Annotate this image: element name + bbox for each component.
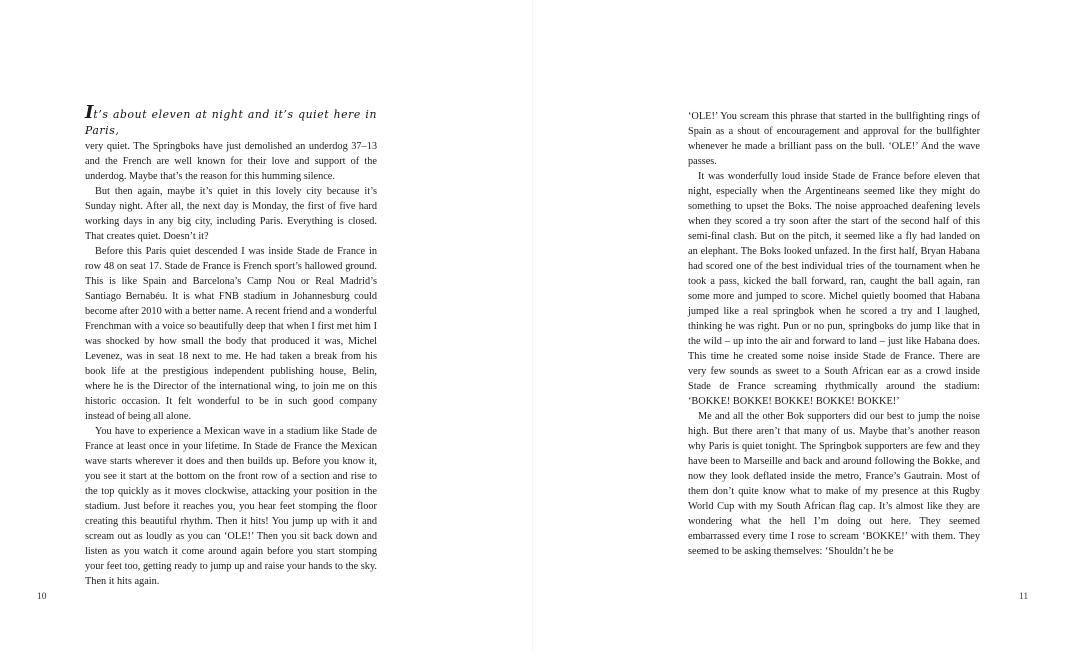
paragraph: Me and all the other Bok supporters did our best to jump the noise high. But there aren’t that many of us. Maybe that’s another reason why Paris is quiet tonight. The Springbok supporters are few and they have been to Marseille and back and around following the Bokke, and now they look deflated inside the metro, France’s Gautrain. Most of them don’t quite know what to make of my presence at this Rugby World Cup with my South African flag cap. It’s almost like they are wondering what the hell I’m doing out here. They seemed embarrassed every time I rose to scream ‘BOKKE!’ with them. They seemed to be asking themselves: ‘Shouldn’t he be bbox=[688, 411, 980, 557]
drop-cap: I bbox=[85, 102, 94, 123]
paragraph: But then again, maybe it’s quiet in this lovely city because it’s Sunday night. After all, the next day is Monday, the first of five hard working days in any big city, including Paris. Everything is closed. That creates quiet. Doesn’t it? bbox=[85, 186, 377, 242]
handwritten-opening: t’s about eleven at night and it’s quiet here in Paris, bbox=[85, 108, 377, 137]
paragraph: Before this Paris quiet descended I was inside Stade de France in row 48 on seat 17. Stade de France is French sport’s hallowed ground. This is like Spain and Barcelona’s Camp Nou or Real Madrid’s Santiago Bernabéu. It is what FNB stadium in Johannesburg could become after 2010 with a better name. A recent friend and a wonderful Frenchman with a voice so beautifully deep that when I first met him I was shocked by how small the body that produced it was, Michel Levenez, was in seat 18 next to me. He had taken a break from his book life at the prestigious independent publishing house, Belin, where he is the Director of the international wing, to join me on this historic occasion. It felt wonderful to be in such good company instead of being all alone. bbox=[85, 246, 377, 422]
left-text-column bbox=[85, 102, 377, 589]
paragraph: It was wonderfully loud inside Stade de France before eleven that night, especially when the Argentineans seemed like they might do something to upset the Boks. The noise approached deafening levels when they scored a try soon after the start of the second half of this semi-final clash. But on the pitch, it seemed like a fly had landed on an elephant. The Boks looked unfazed. In the first half, Bryan Habana had scored one of the best individual tries of the tournament when he took a pass, kicked the ball forward, ran, caught the ball again, ran some more and jumped to score. Michel quietly boomed that Habana jumped like a real springbok when he scored a try and I laughed, thinking he was right. Pun or no pun, springboks do jump like that in the wild – up into the air and forward to land – just like Habana does. This time he created some noise inside Stade de France. There are very few sounds as sweet to a South African ear as a crowd inside Stade de France screaming rhythmically around the stadium: ‘BOKKE! BOKKE! BOKKE! BOKKE! BOKKE!’ bbox=[688, 171, 980, 407]
page-number: 10 bbox=[37, 592, 47, 602]
paragraph: very quiet. The Springboks have just demolished an underdog 37–13 and the French are well known for their love and support of the underdog. Maybe that’s the reason for this humming silence. bbox=[85, 141, 377, 182]
right-text-column bbox=[688, 109, 980, 559]
right-page bbox=[533, 0, 1066, 652]
paragraph: You have to experience a Mexican wave in a stadium like Stade de France at least once in your lifetime. In Stade de France the Mexican wave starts wherever it does and then builds up. Before you know it, you see it start at the bottom on the front row of a section and rise to the top quickly as it moves clockwise, attacking your position in the stadium. Just before it reaches you, you hear feet stomping the floor creating this beautiful rhythm. Then it hits! You jump up with it and scream out as loudly as you can ‘OLE!’ Then you sit back down and listen as you watch it come around again before you start stomping your feet too, getting ready to jump up and raise your hands to the sky. Then it hits again. bbox=[85, 426, 377, 587]
opening-line bbox=[85, 102, 377, 139]
page-number: 11 bbox=[1019, 592, 1029, 602]
paragraph: ‘OLE!’ You scream this phrase that started in the bullfighting rings of Spain as a shout of encouragement and approval for the bullfighter whenever he made a brilliant pass on the bull. ‘OLE!’ And the wave passes. bbox=[688, 111, 980, 167]
